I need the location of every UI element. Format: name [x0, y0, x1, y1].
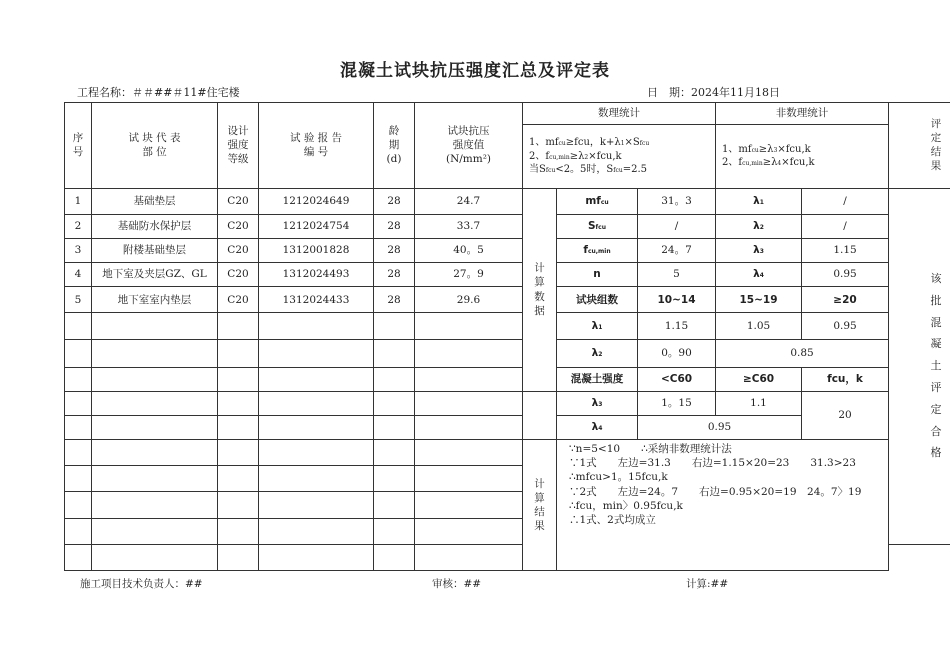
l3-label: λ3	[557, 391, 638, 415]
cell-report: 1312024493	[259, 262, 374, 286]
date-label: 日 期：	[647, 86, 691, 99]
cell-age: 28	[374, 214, 415, 238]
l2-value-b: 0.85	[716, 340, 889, 367]
header-result: 评 定 结 果	[889, 103, 950, 189]
lambda4-label: λ4	[716, 262, 802, 286]
result-line: ∴mfcu>1。15fcu,k	[569, 471, 668, 484]
footer-calc: 计算:##	[686, 578, 729, 590]
project-name	[77, 84, 240, 100]
result-line: ∴1式、2式均成立	[569, 513, 656, 526]
cell-strength: 27。9	[415, 262, 523, 286]
result-line: ∵1式 左边=31.3 右边=1.15×20=23 31.3>23	[569, 457, 856, 470]
cell-age: 28	[374, 188, 415, 214]
l1-value-a: 1.15	[638, 313, 716, 340]
fcuk-value: 20	[802, 391, 889, 439]
l2-label: λ2	[557, 340, 638, 367]
cell-grade: C20	[218, 262, 259, 286]
cell-age: 28	[374, 262, 415, 286]
fcumin-label: fcu,min	[557, 238, 638, 262]
l1-value-c: 0.95	[802, 313, 889, 340]
cell-grade: C20	[218, 214, 259, 238]
l4-label: λ4	[557, 415, 638, 439]
l1-label: λ1	[557, 313, 638, 340]
cell-part: 附楼基础垫层	[92, 238, 218, 262]
groups-15-19: 15~19	[716, 287, 802, 313]
lambda1-value: /	[802, 188, 889, 214]
cell-grade: C20	[218, 188, 259, 214]
cell-report: 1212024649	[259, 188, 374, 214]
cell-part: 基础防水保护层	[92, 214, 218, 238]
cell-grade: C20	[218, 287, 259, 313]
cell-seq: 3	[65, 238, 92, 262]
footer-tech: 施工项目技术负责人：##	[80, 578, 203, 590]
l3-value-a: 1。15	[638, 391, 716, 415]
evaluation-table	[64, 102, 950, 571]
cell-report: 1312024433	[259, 287, 374, 313]
cell-strength: 24.7	[415, 188, 523, 214]
header-stat: 数理统计	[523, 103, 716, 125]
header-part: 试 块 代 表 部 位	[92, 103, 218, 189]
result-line: ∴fcu，min〉0.95fcu,k	[569, 499, 683, 512]
header-nonstat: 非数理统计	[716, 103, 889, 125]
cell-age: 28	[374, 238, 415, 262]
project-value: ＃＃##＃11#住宅楼	[132, 86, 240, 99]
table-row	[65, 238, 950, 262]
sfcu-value: /	[638, 214, 716, 238]
result-line: ∵2式 左边=24。7 右边=0.95×20=19 24。7〉19	[569, 485, 862, 498]
page-title: 混凝土试块抗压强度汇总及评定表	[340, 61, 610, 81]
l3-value-b: 1.1	[716, 391, 802, 415]
l2-value-a: 0。90	[638, 340, 716, 367]
calc-results	[557, 440, 889, 571]
lambda4-value: 0.95	[802, 262, 889, 286]
cell-seq: 4	[65, 262, 92, 286]
stat-conditions: 1、mfcu≥fcu，k+λ1×Sfcu 2、fcu,min≥λ2×fcu,k 当Sfcu<2。5时，Sfcu=2.5	[523, 125, 716, 188]
header-age: 龄 期 (d)	[374, 103, 415, 189]
lambda1-label: λ1	[716, 188, 802, 214]
header-report: 试 验 报 告 编 号	[259, 103, 374, 189]
report-date	[647, 84, 780, 100]
cell-part: 地下室及夹层GZ、GL	[92, 262, 218, 286]
cell-part: 地下室室内垫层	[92, 287, 218, 313]
table-row	[65, 262, 950, 286]
lambda2-label: λ2	[716, 214, 802, 238]
n-value: 5	[638, 262, 716, 286]
table-row	[65, 313, 950, 340]
date-value: 2024年11月18日	[691, 86, 780, 99]
header-row	[65, 103, 950, 125]
result-line: ∵n=5<10 ∴采纳非数理统计法	[569, 443, 732, 456]
cell-part: 基础垫层	[92, 188, 218, 214]
lambda2-value: /	[802, 214, 889, 238]
verdict: 该 批 混 凝 土 评 定 合 格	[889, 188, 950, 544]
cell-age: 28	[374, 287, 415, 313]
conc-below-c60: <C60	[638, 367, 716, 391]
cell-seq: 5	[65, 287, 92, 313]
table-row	[65, 287, 950, 313]
n-label: n	[557, 262, 638, 286]
cell-report: 1312001828	[259, 238, 374, 262]
cell-strength: 29.6	[415, 287, 523, 313]
project-label: 工程名称：	[77, 86, 132, 99]
lambda3-label: λ3	[716, 238, 802, 262]
l1-value-b: 1.05	[716, 313, 802, 340]
cell-strength: 33.7	[415, 214, 523, 238]
cell-grade: C20	[218, 238, 259, 262]
calc-result-label: 计 算 结 果	[523, 440, 557, 571]
conc-label: 混凝土强度	[557, 367, 638, 391]
header-strength: 试块抗压 强度值 (N/mm²)	[415, 103, 523, 189]
sfcu-label: Sfcu	[557, 214, 638, 238]
calc-data-label: 计 算 数 据	[523, 188, 557, 391]
footer-review: 审核：##	[432, 578, 482, 590]
l4-value: 0.95	[638, 415, 802, 439]
groups-10-14: 10~14	[638, 287, 716, 313]
table-row	[65, 367, 950, 391]
conc-c60-plus: ≥C60	[716, 367, 802, 391]
cell-seq: 2	[65, 214, 92, 238]
mfcu-label: mfcu	[557, 188, 638, 214]
cell-seq: 1	[65, 188, 92, 214]
nonstat-conditions: 1、mfcu≥λ3×fcu,k 2、fcu,min≥λ4×fcu,k	[716, 125, 889, 188]
table-row	[65, 188, 950, 214]
mfcu-value: 31。3	[638, 188, 716, 214]
table-row	[65, 391, 950, 415]
conc-fcuk: fcu，k	[802, 367, 889, 391]
cell-report: 1212024754	[259, 214, 374, 238]
header-seq: 序 号	[65, 103, 92, 189]
table-row	[65, 214, 950, 238]
header-grade: 设计 强度 等级	[218, 103, 259, 189]
fcumin-value: 24。7	[638, 238, 716, 262]
cell-strength: 40。5	[415, 238, 523, 262]
table-row	[65, 340, 950, 367]
lambda3-value: 1.15	[802, 238, 889, 262]
table-row	[65, 440, 950, 466]
groups-label: 试块组数	[557, 287, 638, 313]
groups-20-plus: ≥20	[802, 287, 889, 313]
